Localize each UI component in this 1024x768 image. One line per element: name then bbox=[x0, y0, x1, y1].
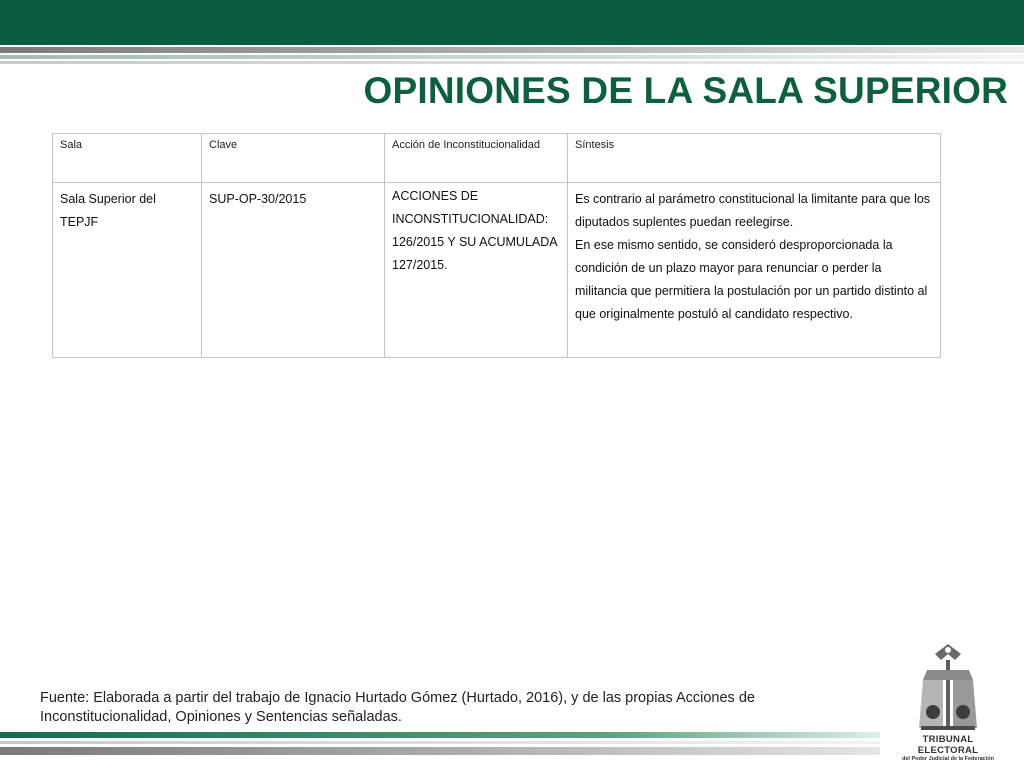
header-stripe bbox=[0, 47, 1024, 53]
accion-text: ACCIONES DE INCONSTITUCIONALIDAD: 126/2015 Y SU ACUMULADA 127/2015. bbox=[392, 189, 557, 272]
cell-accion bbox=[385, 183, 568, 358]
scales-emblem-icon bbox=[917, 640, 979, 732]
header-accion: Acción de Inconstitucionalidad bbox=[385, 134, 568, 183]
table-header-row bbox=[53, 134, 941, 183]
source-note: Fuente: Elaborada a partir del trabajo de Ignacio Hurtado Gómez (Hurtado, 2016), y de las propias Acciones de Inconstitucionalidad, Opiniones y Sentencias señaladas. bbox=[40, 690, 755, 725]
top-banner bbox=[0, 0, 1024, 45]
sintesis-paragraph-2: En ese mismo sentido, se consideró desproporcionada la condición de un plazo mayor para renunciar o perder la militancia que permitiera la postulación por un partido distinto al que originalmente postuló al candidato respectivo. bbox=[575, 238, 928, 321]
footer-stripe bbox=[0, 747, 880, 755]
logo-subtitle: del Poder Judicial de la Federación bbox=[901, 756, 994, 762]
slide-title: OPINIONES DE LA SALA SUPERIOR bbox=[363, 70, 1008, 111]
footer-stripe bbox=[0, 741, 880, 744]
cell-sintesis bbox=[568, 183, 941, 358]
opinions-table bbox=[52, 133, 941, 358]
header-stripe bbox=[0, 61, 1024, 64]
logo-title: TRIBUNAL ELECTORAL bbox=[917, 734, 979, 756]
sintesis-paragraph-1: Es contrario al parámetro constitucional la limitante para que los diputados suplentes puedan reelegirse. bbox=[575, 192, 931, 229]
header-sintesis: Síntesis bbox=[568, 134, 941, 183]
header-sala: Sala bbox=[53, 134, 202, 183]
tribunal-logo bbox=[898, 640, 998, 760]
header-clave: Clave bbox=[202, 134, 385, 183]
cell-clave: SUP-OP-30/2015 bbox=[202, 183, 385, 358]
table-row bbox=[53, 183, 941, 358]
header-stripe bbox=[0, 55, 1024, 59]
cell-sala: Sala Superior del TEPJF bbox=[53, 183, 202, 358]
footer-stripe bbox=[0, 732, 880, 738]
